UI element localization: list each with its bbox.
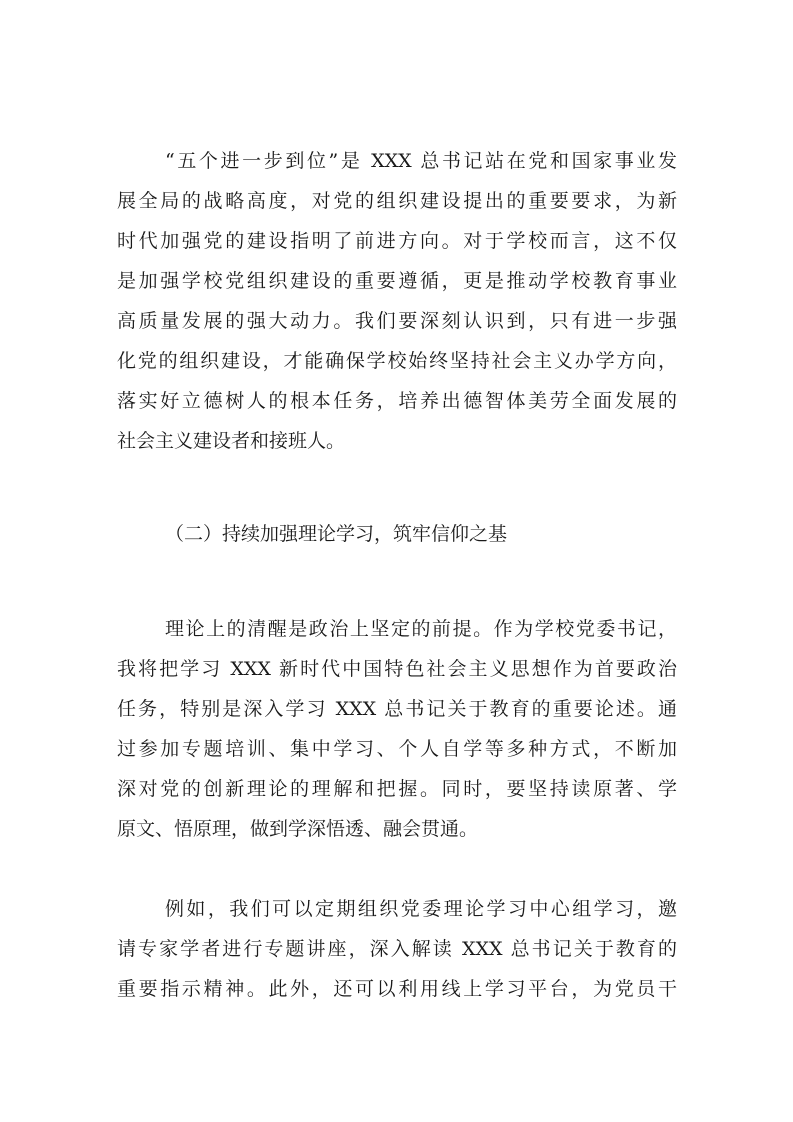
paragraph-1-line-1: “五个进一步到位”是 XXX 总书记站在党和国家事业发 [165, 150, 677, 172]
paragraph-3-line-2: 请专家学者进行专题讲座，深入解读 XXX 总书记关于教育的 [117, 938, 677, 960]
paragraph-3-line-3: 重要指示精神。此外，还可以利用线上学习平台，为党员干 [117, 978, 677, 1000]
paragraph-3-line-1: 例如，我们可以定期组织党委理论学习中心组学习，邀 [165, 898, 677, 920]
paragraph-2-line-6: 原文、悟原理，做到学深悟透、融会贯通。 [117, 818, 479, 840]
paragraph-1-line-7: 落实好立德树人的根本任务，培养出德智体美劳全面发展的 [117, 390, 677, 412]
paragraph-1-line-5: 高质量发展的强大动力。我们要深刻认识到，只有进一步强 [117, 310, 677, 332]
paragraph-1-line-8: 社会主义建设者和接班人。 [117, 430, 346, 452]
paragraph-1-line-2: 展全局的战略高度，对党的组织建设提出的重要要求，为新 [117, 190, 677, 212]
paragraph-1-line-3: 时代加强党的建设指明了前进方向。对于学校而言，这不仅 [117, 230, 677, 252]
paragraph-2-line-3: 任务，特别是深入学习 XXX 总书记关于教育的重要论述。通 [117, 698, 677, 720]
paragraph-2-line-5: 深对党的创新理论的理解和把握。同时，要坚持读原著、学 [117, 778, 677, 800]
paragraph-2-line-2: 我将把学习 XXX 新时代中国特色社会主义思想作为首要政治 [117, 658, 677, 680]
paragraph-2-line-4: 过参加专题培训、集中学习、个人自学等多种方式，不断加 [117, 738, 677, 760]
section-heading: （二）持续加强理论学习，筑牢信仰之基 [165, 523, 508, 545]
paragraph-1-line-6: 化党的组织建设，才能确保学校始终坚持社会主义办学方向， [117, 350, 677, 372]
paragraph-2-line-1: 理论上的清醒是政治上坚定的前提。作为学校党委书记， [165, 618, 677, 640]
paragraph-1-line-4: 是加强学校党组织建设的重要遵循，更是推动学校教育事业 [117, 270, 677, 292]
